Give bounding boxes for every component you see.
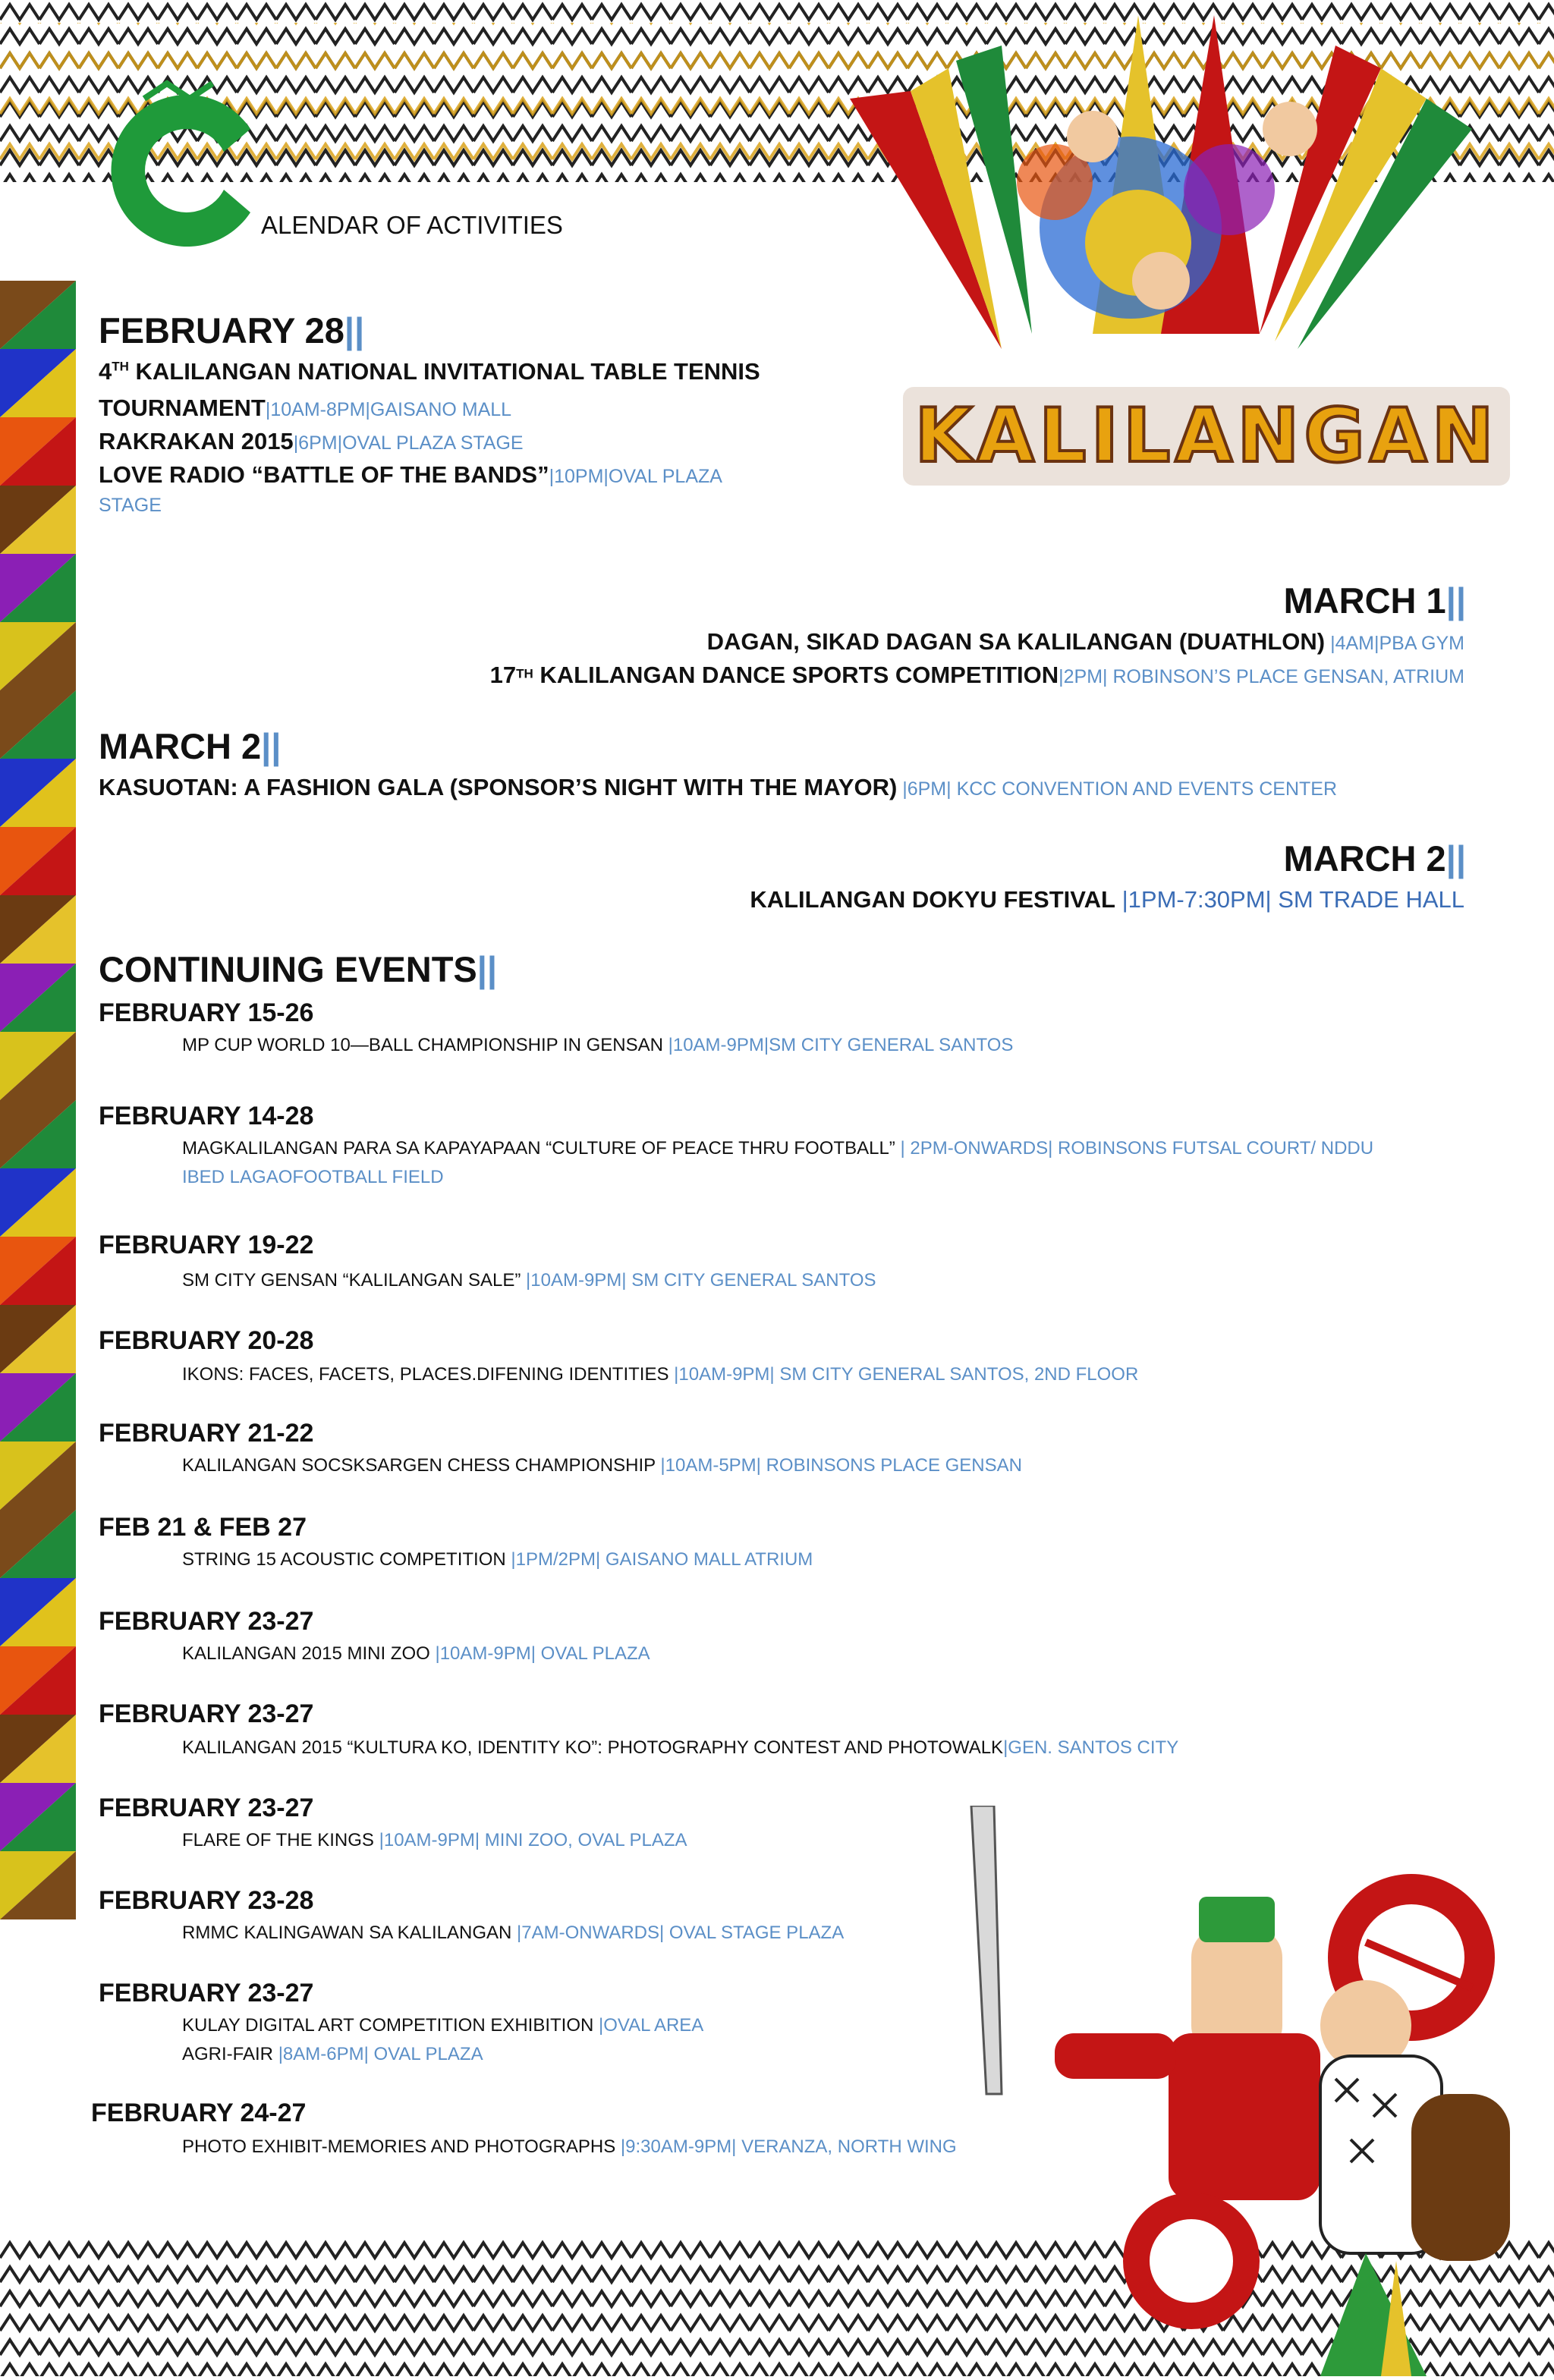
kalilangan-logo: KALILANGAN [914, 393, 1499, 479]
event-title: RAKRAKAN 2015 [99, 428, 294, 454]
event-title: KALILANGAN SOCSKSARGEN CHESS CHAMPIONSHIP [182, 1455, 661, 1476]
continuing-date: FEBRUARY 21-22 [99, 1419, 314, 1448]
event-info: |8AM-6PM| OVAL PLAZA [278, 2044, 483, 2064]
continuing-event [182, 2015, 703, 2036]
continuing-event [182, 1923, 844, 1944]
tribal-triangle-border [0, 281, 76, 2003]
event-title: KASUOTAN: A FASHION GALA (SPONSOR’S NIGHT WITH THE MAYOR) [99, 774, 898, 800]
bar-separator: || [261, 726, 282, 766]
event-info: |10PM|OVAL PLAZA [549, 466, 722, 487]
continuing-date: FEBRUARY 24-27 [91, 2099, 307, 2127]
date-heading: MARCH 1 [1283, 580, 1446, 621]
event-title: KALILANGAN DANCE SPORTS COMPETITION [533, 662, 1059, 688]
superscript: TH [516, 666, 533, 681]
continuing-event [182, 1455, 1022, 1476]
continuing-event [182, 1035, 1013, 1056]
event-title: SM CITY GENSAN “KALILANGAN SALE” [182, 1270, 527, 1291]
event-info: |10AM-9PM| SM CITY GENERAL SANTOS, 2ND FLOOR [674, 1364, 1139, 1385]
event-info: |4AM|PBA GYM [1325, 633, 1464, 654]
feb28-heading [99, 310, 364, 351]
date-heading: MARCH 2 [99, 726, 262, 766]
mar2b-event-1 [750, 886, 1464, 913]
event-title: 4 [99, 358, 112, 385]
date-heading: FEBRUARY 28 [99, 310, 344, 351]
event-title: MP CUP WORLD 10—BALL CHAMPIONSHIP IN GENSAN [182, 1035, 668, 1055]
event-info: |1PM-7:30PM| SM TRADE HALL [1115, 886, 1464, 913]
event-title: KALILANGAN 2015 MINI ZOO [182, 1643, 436, 1664]
event-title: KALILANGAN DOKYU FESTIVAL [750, 886, 1115, 913]
event-info: |GEN. SANTOS CITY [1003, 1737, 1179, 1758]
event-title: 17 [489, 662, 517, 688]
bar-separator: || [1445, 838, 1466, 879]
date-heading: MARCH 2 [1283, 838, 1446, 879]
feb28-event-3-info: STAGE [99, 495, 162, 516]
logo-c-icon [99, 76, 281, 258]
event-info: |9:30AM-9PM| VERANZA, NORTH WING [620, 2136, 957, 2157]
event-info: |7AM-ONWARDS| OVAL STAGE PLAZA [517, 1923, 845, 1943]
mar2b-heading [1284, 838, 1466, 879]
event-title: AGRI-FAIR [182, 2044, 278, 2064]
event-info: |6PM|OVAL PLAZA STAGE [293, 432, 524, 454]
event-info: |2PM| ROBINSON’S PLACE GENSAN, ATRIUM [1059, 666, 1464, 687]
event-info: |10AM-5PM| ROBINSONS PLACE GENSAN [660, 1455, 1022, 1476]
continuing-date: FEBRUARY 23-27 [99, 1794, 314, 1822]
continuing-date: FEBRUARY 23-28 [99, 1886, 314, 1915]
event-info: |1PM/2PM| GAISANO MALL ATRIUM [511, 1549, 813, 1570]
mar2-event-1 [99, 774, 1337, 801]
continuing-date: FEBRUARY 20-28 [99, 1326, 314, 1355]
continuing-event [182, 2044, 483, 2065]
continuing-event [182, 1830, 687, 1851]
continuing-event [182, 1270, 876, 1291]
continuing-event [182, 2136, 957, 2158]
event-info: |10AM-9PM| SM CITY GENERAL SANTOS [526, 1270, 876, 1291]
feb28-event-3 [99, 461, 722, 489]
event-info: |OVAL AREA [599, 2015, 704, 2036]
event-title: KULAY DIGITAL ART COMPETITION EXHIBITION [182, 2015, 599, 2036]
continuing-date: FEBRUARY 23-27 [99, 1607, 314, 1636]
feb28-event-2 [99, 428, 524, 455]
continuing-date: FEBRUARY 15-26 [99, 998, 314, 1027]
mar2-heading [99, 725, 281, 767]
continuing-date: FEBRUARY 14-28 [99, 1102, 314, 1130]
continuing-date: FEB 21 & FEB 27 [99, 1513, 307, 1542]
event-title: IKONS: FACES, FACETS, PLACES.DIFENING IDENTITIES [182, 1364, 675, 1385]
mar1-event-1 [707, 628, 1464, 656]
event-title: LOVE RADIO “BATTLE OF THE BANDS” [99, 461, 549, 488]
event-title: DAGAN, SIKAD DAGAN SA KALILANGAN (DUATHLON) [706, 628, 1326, 655]
feb28-event-1b [99, 395, 511, 422]
event-title: RMMC KALINGAWAN SA KALILANGAN [182, 1923, 517, 1943]
event-title: TOURNAMENT [99, 395, 266, 421]
warrior-dancer-illustration [941, 1806, 1554, 2376]
continuing-event [182, 1549, 813, 1570]
event-info: |10AM-9PM| MINI ZOO, OVAL PLAZA [379, 1830, 687, 1850]
section-heading: CONTINUING EVENTS [99, 949, 477, 989]
event-info: |6PM| KCC CONVENTION AND EVENTS CENTER [897, 778, 1338, 800]
event-info: |10AM-8PM|GAISANO MALL [265, 399, 512, 420]
event-title: STRING 15 ACOUSTIC COMPETITION [182, 1549, 511, 1570]
bar-separator: || [1445, 580, 1466, 621]
calendar-logo [99, 76, 281, 258]
continuing-event [182, 1138, 1373, 1159]
calendar-title: ALENDAR OF ACTIVITIES [261, 211, 563, 239]
event-title: FLARE OF THE KINGS [182, 1830, 379, 1850]
bar-separator: || [477, 949, 498, 989]
continuing-event [182, 1737, 1178, 1759]
event-info: |10AM-9PM| OVAL PLAZA [435, 1643, 650, 1664]
event-title: MAGKALILANGAN PARA SA KAPAYAPAAN “CULTURE OF PEACE THRU FOOTBALL” [182, 1138, 901, 1159]
superscript: TH [112, 359, 129, 374]
mar1-heading [1284, 580, 1466, 621]
bar-separator: || [344, 310, 365, 351]
feb28-event-1 [99, 358, 760, 385]
dancers-illustration [804, 0, 1554, 516]
continuing-event [182, 1364, 1138, 1385]
event-title: KALILANGAN NATIONAL INVITATIONAL TABLE TENNIS [128, 358, 760, 385]
event-title: KALILANGAN 2015 “KULTURA KO, IDENTITY KO”: PHOTOGRAPHY CONTEST AND PHOTOWALK [182, 1737, 1004, 1758]
event-info: | 2PM-ONWARDS| ROBINSONS FUTSAL COURT/ NDDU [900, 1138, 1374, 1159]
event-title: PHOTO EXHIBIT-MEMORIES AND PHOTOGRAPHS [182, 2136, 621, 2157]
event-info: IBED LAGAOFOOTBALL FIELD [182, 1167, 444, 1187]
continuing-date: FEBRUARY 23-27 [99, 1699, 314, 1728]
continuing-event [182, 1643, 650, 1665]
continuing-date: FEBRUARY 19-22 [99, 1231, 314, 1259]
event-info: |10AM-9PM|SM CITY GENERAL SANTOS [668, 1035, 1014, 1055]
continuing-date: FEBRUARY 23-27 [99, 1979, 314, 2007]
continuing-heading [99, 948, 497, 990]
mar1-event-2 [490, 662, 1464, 689]
